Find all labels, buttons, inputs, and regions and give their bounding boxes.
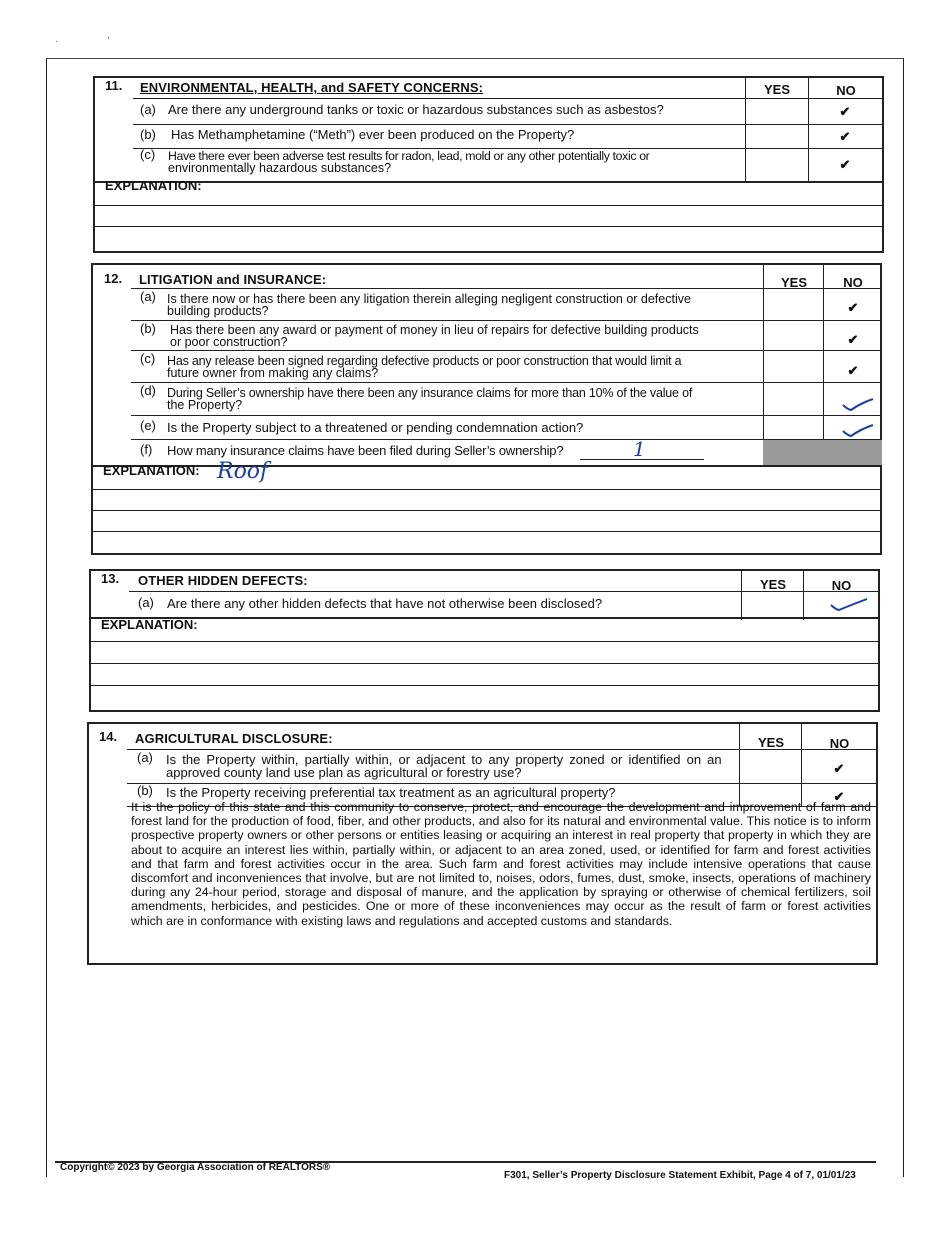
section-number: 14. xyxy=(99,729,118,744)
section-14 xyxy=(87,722,878,965)
item-letter: (b) xyxy=(137,783,153,798)
section-title: ENVIRONMENTAL, HEALTH, and SAFETY CONCERNS: xyxy=(140,80,484,95)
check-icon: ✔ xyxy=(847,363,859,378)
row-divider xyxy=(133,124,884,125)
column-divider xyxy=(763,265,764,465)
copyright-text: Copyright© 2023 by Georgia Association of REALTORS® xyxy=(60,1162,331,1173)
question-11a: Are there any underground tanks or toxic or hazardous substances such as asbestos? xyxy=(168,102,664,117)
check-icon: ✔ xyxy=(833,789,845,804)
row-divider xyxy=(91,617,880,619)
row-divider xyxy=(127,749,878,750)
yes-header: YES xyxy=(757,735,784,750)
no-header: NO xyxy=(829,736,850,751)
explanation-line xyxy=(91,663,880,664)
item-letter: (a) xyxy=(137,750,153,765)
explanation-line xyxy=(95,226,884,227)
question-14b: Is the Property receiving preferential tax treatment as an agricultural property? xyxy=(166,785,616,800)
column-divider xyxy=(741,571,742,620)
shaded-cell xyxy=(763,440,882,465)
check-icon: ✔ xyxy=(847,300,859,315)
item-letter: (a) xyxy=(140,289,156,304)
no-header: NO xyxy=(836,83,856,98)
handwritten-explanation: Roof xyxy=(217,459,269,484)
handwritten-claims-count: 1 xyxy=(633,437,646,461)
check-icon: ✔ xyxy=(847,332,859,347)
question-12a: Is there now or has there been any litigation therein alleging negligent construction or defective xyxy=(167,292,691,306)
row-divider xyxy=(93,465,882,467)
row-divider xyxy=(131,288,882,289)
item-letter: (c) xyxy=(140,351,156,366)
question-11c-cont: environmentally hazardous substances? xyxy=(168,161,392,175)
column-divider xyxy=(803,571,804,620)
question-14a: Is the Property within, partially within, or adjacent to any property zoned or identified on an xyxy=(166,752,722,767)
check-icon: ✔ xyxy=(839,129,851,144)
section-number: 12. xyxy=(104,271,123,286)
explanation-line xyxy=(93,531,882,532)
explanation-line xyxy=(93,489,882,490)
question-12b-cont: or poor construction? xyxy=(170,335,288,349)
column-divider xyxy=(801,724,802,806)
question-12c-cont: future owner from making any claims? xyxy=(167,366,379,380)
item-letter: (b) xyxy=(140,321,156,336)
explanation-line xyxy=(91,685,880,686)
question-12b: Has there been any award or payment of money in lieu of repairs for defective building products xyxy=(170,323,699,337)
column-divider xyxy=(808,78,809,181)
question-12f: How many insurance claims have been filed during Seller’s ownership? xyxy=(167,443,564,458)
question-12e: Is the Property subject to a threatened or pending condemnation action? xyxy=(167,420,584,435)
explanation-label: EXPLANATION: xyxy=(103,463,200,478)
scan-mark: · xyxy=(55,36,59,47)
check-icon: ✔ xyxy=(839,104,851,119)
section-title: LITIGATION and INSURANCE: xyxy=(139,272,327,287)
explanation-label: EXPLANATION: xyxy=(105,178,202,193)
no-header: NO xyxy=(843,275,863,290)
explanation-label: EXPLANATION: xyxy=(101,617,198,632)
row-divider xyxy=(133,98,884,99)
row-divider xyxy=(131,382,882,383)
explanation-line xyxy=(91,641,880,642)
section-title: OTHER HIDDEN DEFECTS: xyxy=(138,573,308,588)
section-13 xyxy=(89,569,880,712)
row-divider xyxy=(129,591,880,592)
row-divider xyxy=(95,181,884,183)
row-divider xyxy=(127,783,878,784)
item-letter: (b) xyxy=(140,127,156,142)
explanation-line xyxy=(95,205,884,206)
row-divider xyxy=(131,415,882,416)
row-divider xyxy=(131,350,882,351)
section-title: AGRICULTURAL DISCLOSURE: xyxy=(135,731,333,746)
check-icon: ✔ xyxy=(839,157,851,172)
section-number: 11. xyxy=(105,78,123,93)
explanation-line xyxy=(93,510,882,511)
form-identifier: F301, Seller’s Property Disclosure Statement Exhibit, Page 4 of 7, 01/01/23 xyxy=(504,1170,856,1181)
item-letter: (f) xyxy=(140,442,153,457)
question-14a-cont: approved county land use plan as agricultural or forestry use? xyxy=(166,765,522,780)
handwritten-check-icon xyxy=(841,397,875,413)
question-12d: During Seller’s ownership have there been any insurance claims for more than 10% of the value of xyxy=(167,386,693,400)
yes-header: YES xyxy=(780,275,807,290)
section-12 xyxy=(91,263,882,555)
yes-header: YES xyxy=(759,577,786,592)
question-12a-cont: building products? xyxy=(167,304,269,318)
column-divider xyxy=(739,724,740,806)
agricultural-policy-notice: It is the policy of this state and this community to conserve, protect, and encourage the development and improvement of farm and forest land for the production of food, fiber, and other products, and also for its natural and environmental value. This notice is to inform prospective property owners or other persons or entities leasing or acquiring an interest in real property that property in which they are about to acquire an interest lies within, partially within, or adjacent to an area zoned, used, or identified for farm and forest activities and that farm and forest activities occur in the area. Such farm and forest activities may include intensive operations that cause discomfort and inconveniences that involve, but are not limited to, noises, odors, fumes, dust, smoke, insects, operations of machinery during any 24-hour period, storage and disposal of manure, and the application by spraying or otherwise of chemical fertilizers, soil amendments, herbicides, and pesticides. One or more of these inconveniences may occur as the result of farm or forest activities which are in conformance with existing laws and regulations and accepted customs and standards. xyxy=(131,800,871,928)
item-letter: (e) xyxy=(140,418,156,433)
question-12c: Has any release been signed regarding defective products or poor construction that would limit a xyxy=(167,354,682,368)
no-header: NO xyxy=(831,578,852,593)
section-number: 13. xyxy=(101,571,120,586)
item-letter: (d) xyxy=(140,383,156,398)
scan-mark: , xyxy=(107,30,110,41)
question-11b: Has Methamphetamine (“Meth”) ever been produced on the Property? xyxy=(171,127,575,142)
item-letter: (a) xyxy=(138,595,154,610)
handwritten-check-icon xyxy=(829,597,869,613)
item-letter: (c) xyxy=(140,147,156,162)
check-icon: ✔ xyxy=(833,761,845,776)
question-13a: Are there any other hidden defects that have not otherwise been disclosed? xyxy=(167,596,603,611)
column-divider xyxy=(745,78,746,181)
yes-header: YES xyxy=(763,82,790,97)
handwritten-check-icon xyxy=(841,423,875,439)
section-11 xyxy=(93,76,884,253)
item-letter: (a) xyxy=(140,102,156,117)
question-12d-cont: the Property? xyxy=(167,398,243,412)
row-divider xyxy=(131,320,882,321)
question-11c: Have there ever been adverse test results for radon, lead, mold or any other potentially toxic or xyxy=(168,149,650,163)
